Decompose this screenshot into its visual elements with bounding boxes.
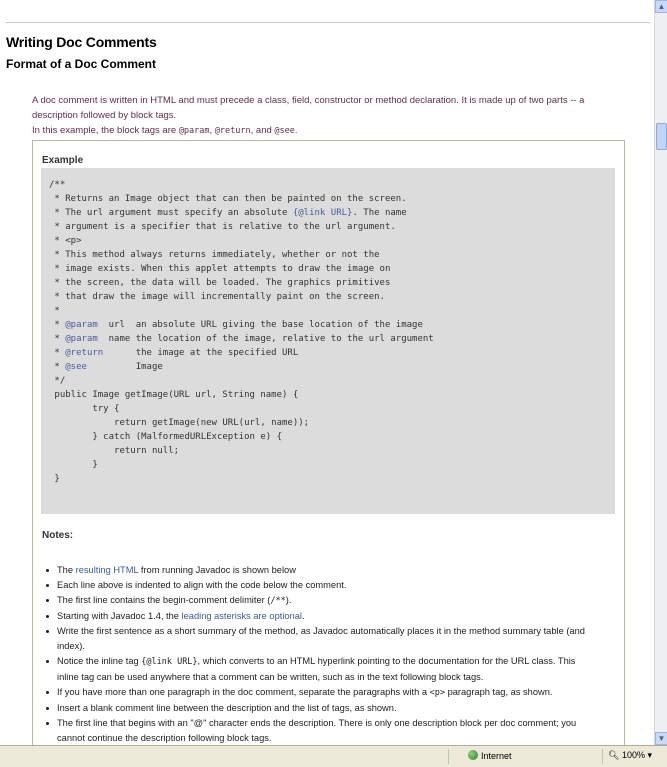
status-bar xyxy=(0,745,667,767)
code-line: * This method always returns immediately, whether or not the xyxy=(49,250,380,260)
code-line: * The url argument must specify an absolute {@link URL}. The name xyxy=(49,208,407,218)
separator: , and xyxy=(250,125,275,136)
note-item: The first line contains the begin-comment delimiter (/**). xyxy=(57,593,597,609)
security-zone xyxy=(468,750,512,761)
note-link[interactable]: leading asterisks are optional xyxy=(181,611,302,621)
intro-text: A doc comment is written in HTML and must precede a class, field, constructor or method declaration. It is made up of two parts -- a description followed by block tags. xyxy=(32,95,585,121)
vertical-scrollbar[interactable] xyxy=(654,0,667,745)
note-item: Write the first sentence as a short summary of the method, as Javadoc automatically places it in the method summary table (and index). xyxy=(57,624,597,654)
note-item: Insert a blank comment line between the description and the list of tags, as shown. xyxy=(57,701,597,716)
code-line: * image exists. When this applet attempts to draw the image on xyxy=(49,264,391,274)
code-line: * <p> xyxy=(49,236,82,246)
zone-label: Internet xyxy=(481,751,512,761)
code-line: * Returns an Image object that can then be painted on the screen. xyxy=(49,194,407,204)
code-line: public Image getImage(URL url, String name) { xyxy=(49,390,299,400)
separator: , xyxy=(209,125,215,136)
notes-list xyxy=(43,563,597,745)
code-text xyxy=(41,168,615,486)
code-line: try { xyxy=(49,404,120,414)
zoom-level: 100% xyxy=(621,750,645,760)
page-title: Writing Doc Comments xyxy=(6,34,157,50)
note-item: Starting with Javadoc 1.4, the leading asterisks are optional. xyxy=(57,609,597,624)
code-return: @return xyxy=(214,126,251,136)
note-item: Notice the inline tag {@link URL}, which converts to an HTML hyperlink pointing to the documentation for the URL class. This inline tag can be used anywhere that a comment can be written, such as in the text following block tags. xyxy=(57,654,597,685)
code-line: * the screen, the data will be loaded. The graphics primitives xyxy=(49,278,391,288)
note-code: <p> xyxy=(429,688,445,698)
code-block xyxy=(41,168,615,514)
code-line: /** xyxy=(49,180,66,190)
code-see: @see xyxy=(274,126,295,136)
code-line: * argument is a specifier that is relative to the url argument. xyxy=(49,222,396,232)
globe-icon xyxy=(468,750,478,760)
code-line: } xyxy=(49,474,60,484)
scroll-down-button[interactable]: ▼ xyxy=(655,732,667,745)
example-title: Example xyxy=(42,155,84,166)
code-line: * that draw the image will incrementally paint on the screen. xyxy=(49,292,385,302)
code-line: * @param url an absolute URL giving the base location of the image xyxy=(49,320,423,330)
section-title: Format of a Doc Comment xyxy=(6,57,157,71)
scroll-thumb[interactable] xyxy=(656,123,667,150)
note-code: /** xyxy=(270,596,286,606)
code-line: return null; xyxy=(49,446,180,456)
code-line: } xyxy=(49,460,98,470)
scroll-up-button[interactable]: ▲ xyxy=(655,0,667,13)
note-code: {@link URL} xyxy=(141,657,198,667)
status-divider xyxy=(448,749,449,764)
code-line: } catch (MalformedURLException e) { xyxy=(49,432,282,442)
code-param: @param xyxy=(178,126,210,136)
note-item: Each line above is indented to align with the code below the comment. xyxy=(57,578,597,593)
status-divider xyxy=(602,749,603,764)
period: . xyxy=(294,125,298,136)
note-item: If you have more than one paragraph in the doc comment, separate the paragraphs with a <p> paragraph tag, as shown. xyxy=(57,685,597,701)
note-item: The resulting HTML from running Javadoc is shown below xyxy=(57,563,597,578)
code-line: */ xyxy=(49,376,66,386)
code-line: * @param name the location of the image, relative to the url argument xyxy=(49,334,434,344)
code-line: * xyxy=(49,306,60,316)
note-item: The first line that begins with an "@" character ends the description. There is only one description block per doc comment; you cannot continue the description following block tags. xyxy=(57,716,597,745)
code-line: * @return the image at the specified URL xyxy=(49,348,299,358)
intro-text-2: In this example, the block tags are xyxy=(32,125,179,136)
example-box xyxy=(32,140,625,745)
divider xyxy=(6,22,650,23)
magnifier-icon: 🔍︎ xyxy=(608,750,620,760)
zoom-control[interactable]: 🔍︎ 100% ▾ xyxy=(608,750,653,760)
notes-title: Notes: xyxy=(42,530,74,541)
code-line: return getImage(new URL(url, name)); xyxy=(49,418,310,428)
code-line: * @see Image xyxy=(49,362,163,372)
intro-paragraph xyxy=(32,93,632,139)
note-link[interactable]: resulting HTML xyxy=(75,565,139,575)
